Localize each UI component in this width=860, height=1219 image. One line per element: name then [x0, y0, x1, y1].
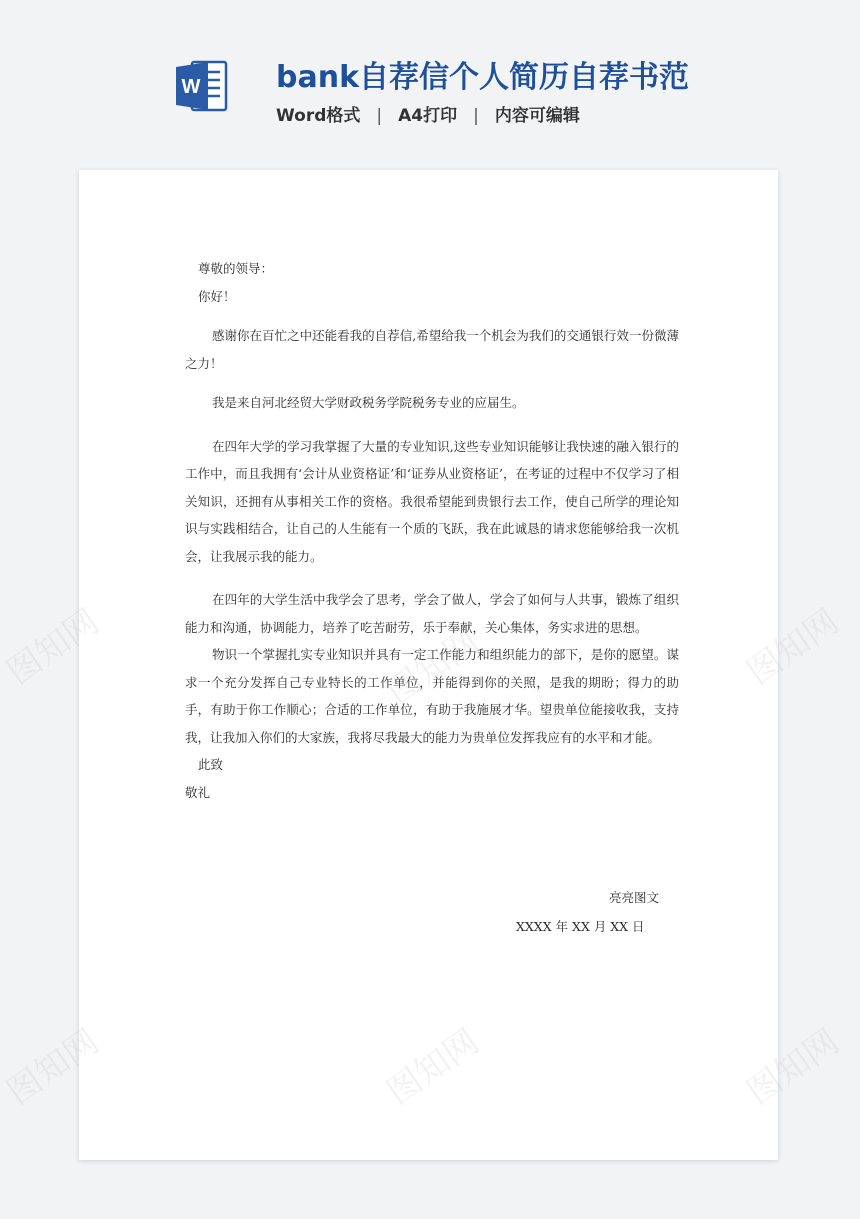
word-icon — [174, 58, 230, 114]
paragraph: 在四年的大学生活中我学会了思考，学会了做人，学会了如何与人共事，锻炼了组织能力和沟通，协调能力，培养了吃苦耐劳，乐于奉献，关心集体，务实求进的思想。 — [185, 592, 679, 635]
tag-a4-print: A4打印 — [398, 106, 458, 126]
tag-separator: | — [376, 106, 383, 126]
svg-text:W: W — [181, 76, 201, 98]
paragraph: 我是来自河北经贸大学财政税务学院税务专业的应届生。 — [212, 395, 525, 410]
paragraph: 在四年大学的学习我掌握了大量的专业知识,这些专业知识能够让我快速的融入银行的工作中，而且我拥有‘会计从业资格证’和‘证券从业资格证’，在考证的过程中不仅学习了相关知识，还拥有从事相关工作的资格。我很希望能到贵银行去工作，使自己所学的理论知识与实践相结合，让自己的人生能有一个质的飞跃，我在此诚恳的请求您能够给我一次机会，让我展示我的能力。 — [185, 438, 679, 564]
tag-separator: | — [473, 106, 479, 126]
signature: 亮亮图文 — [609, 890, 660, 905]
watermark: 图知网 — [0, 1021, 107, 1114]
tag-editable: 内容可编辑 — [494, 106, 580, 126]
paragraph: 物识一个掌握扎实专业知识并具有一定工作能力和组织能力的部下，是你的愿望。谋求一个充分发挥自己专业特长的工作单位，并能得到你的关照，是我的期盼；得力的助手，有助于你工作顺心；合适的工作单位，有助于我施展才华。望贵单位能接收我，支持我，让我加入你们的大家族，我将尽我最大的能力为贵单位发挥我应有的水平和才能。 — [185, 647, 679, 745]
header — [0, 0, 860, 165]
letter-body — [185, 255, 679, 806]
greeting: 你好！ — [198, 288, 236, 304]
closing-salute: 敬礼 — [185, 784, 211, 800]
paragraph: 感谢你在百忙之中还能看我的自荐信,希望给我一个机会为我们的交通银行效一份微薄之力！ — [185, 328, 679, 371]
tag-word-format: Word格式 — [276, 106, 361, 126]
document-page — [79, 170, 778, 1160]
watermark: 图知网 — [739, 1021, 847, 1114]
salutation: 尊敬的领导： — [198, 261, 274, 276]
letter-date: XXXX 年 XX 月 XX 日 — [516, 919, 645, 934]
watermark: 图知网 — [0, 601, 107, 694]
watermark: 图知网 — [739, 601, 847, 694]
closing-regards: 此致 — [198, 757, 224, 772]
format-tags — [276, 101, 580, 126]
page-title: bank自荐信个人简历自荐书范 — [276, 60, 690, 95]
